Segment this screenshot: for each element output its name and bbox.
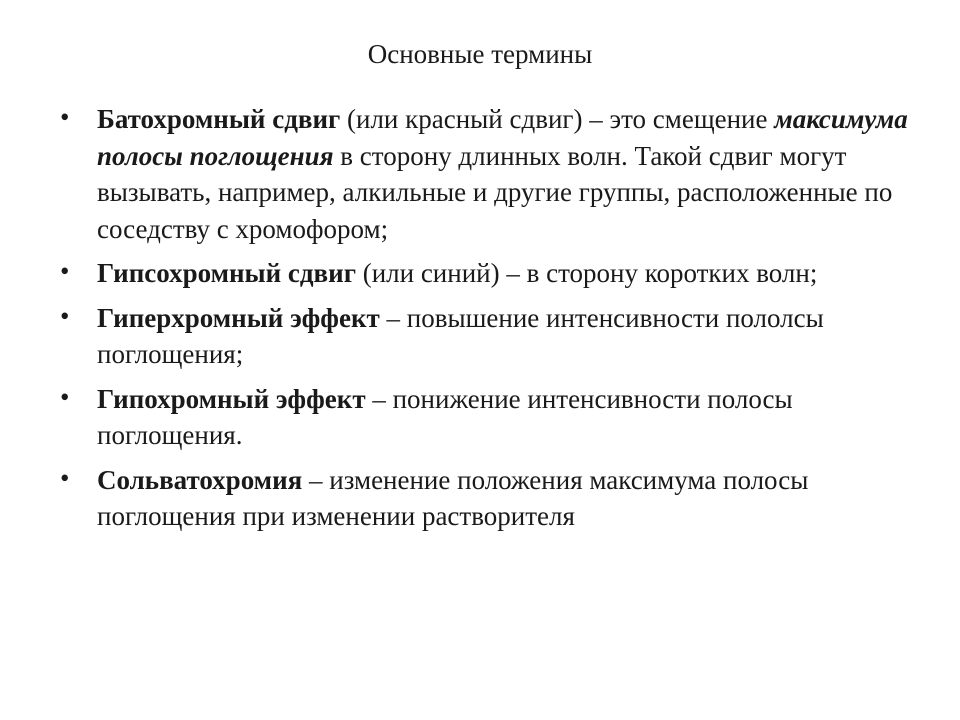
emphasis-absorption-maximum: максимума полосы поглощения (97, 104, 908, 171)
term-hypochromic-effect: Гипохромный эффект (97, 383, 366, 414)
list-item-hypsochromic-shift (60, 255, 920, 292)
definition-part: (или красный сдвиг) – это смещение (340, 104, 775, 134)
definition-part: в сторону длинных волн. Такой сдвиг могут вызывать, например, алкильные и другие группы, расположенные по соседству с хромофором; (97, 140, 893, 244)
list-item-hyperchromic-effect (60, 300, 920, 373)
list-item-hypochromic-effect (60, 381, 920, 454)
definition-text: (или синий) – в сторону коротких волн; (355, 258, 818, 288)
bullet-icon: • (60, 381, 70, 412)
term-hypsochromic-shift: Гипсохромный сдвиг (97, 258, 356, 288)
bullet-icon: • (60, 256, 70, 286)
terms-list (60, 101, 920, 543)
bullet-icon: • (60, 300, 70, 331)
definition-text: – изменение положения максимума полосы поглощения при изменении растворителя (97, 464, 809, 531)
definition-text: – понижение интенсивности полосы поглощения. (97, 383, 793, 450)
definition-text: – повышение интенсивности пололсы поглощения; (97, 302, 824, 369)
list-item-solvatochromism (60, 462, 920, 535)
term-hyperchromic-effect: Гиперхромный эффект (97, 302, 380, 333)
slide-title: Основные термины (367, 39, 593, 69)
bullet-icon: • (60, 462, 70, 493)
list-item-bathochromic-shift (60, 101, 920, 247)
term-bathochromic-shift: Батохромный сдвиг (97, 104, 341, 134)
term-solvatochromism: Сольватохромия (97, 464, 303, 495)
bullet-icon: • (60, 102, 70, 132)
